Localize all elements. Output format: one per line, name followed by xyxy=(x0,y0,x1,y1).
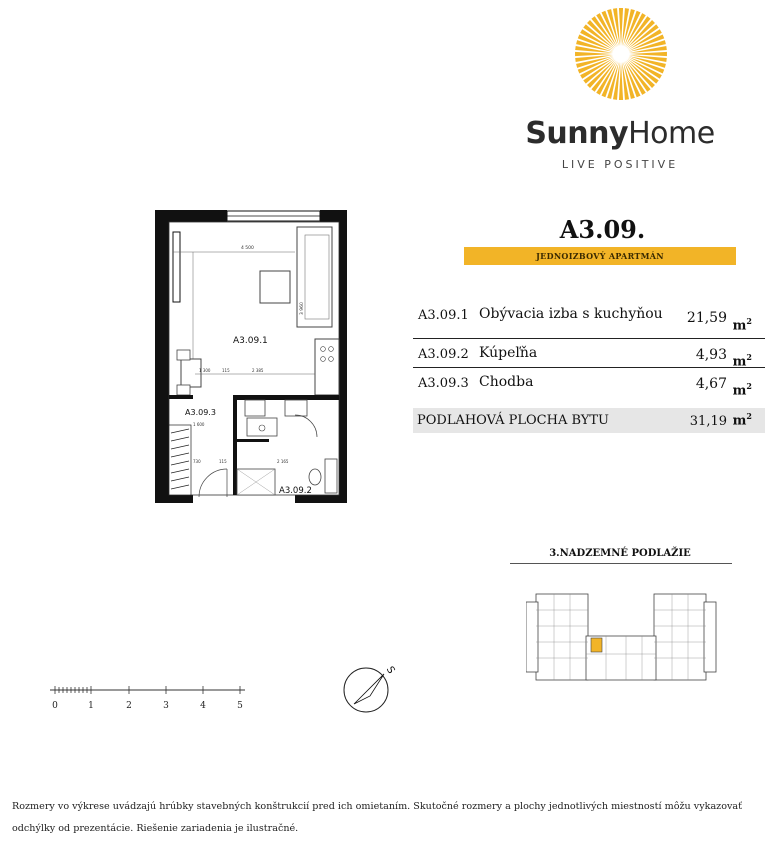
building-key-plan xyxy=(526,592,726,687)
highlighted-apartment xyxy=(591,638,602,652)
plan-dimension: 115 xyxy=(219,459,227,464)
scale-tick-label: 3 xyxy=(163,701,169,711)
wall-left xyxy=(155,210,169,503)
sun-ray xyxy=(619,8,623,46)
plan-dimension: 730 xyxy=(193,459,201,464)
room-table xyxy=(413,300,765,399)
room-area: 21,59 xyxy=(686,310,727,326)
window-left xyxy=(173,232,180,302)
room-code: A3.09.2 xyxy=(418,347,469,362)
wall-top-left xyxy=(155,210,227,222)
apartment-type-banner: JEDNOIZBOVÝ APARTMÁN xyxy=(464,247,736,265)
toilet xyxy=(309,469,321,485)
scale-bar xyxy=(45,682,255,712)
sun-ray xyxy=(627,60,655,88)
room-area: 4,67 xyxy=(695,376,727,392)
brand-tagline: LIVE POSITIVE xyxy=(561,158,679,171)
room-name: Chodba xyxy=(479,374,534,390)
apartment-code: A3.09. xyxy=(559,215,646,244)
brand-name-regular: Home xyxy=(628,116,715,151)
room-area-unit: $m^2$ xyxy=(732,352,752,370)
room-name: Obývacia izba s kuchyňou xyxy=(479,306,663,322)
plan-room-label: A3.09.1 xyxy=(233,336,268,346)
sun-ray xyxy=(629,52,667,56)
plan-room-label: A3.09.3 xyxy=(185,408,216,417)
dining-table xyxy=(181,359,201,387)
floor-label: 3.NADZEMNÉ PODLAŽIE xyxy=(549,548,691,559)
room-row xyxy=(413,339,765,368)
scale-tick-label: 2 xyxy=(126,701,132,711)
sun-ray xyxy=(587,20,615,48)
scale-tick-label: 4 xyxy=(200,701,206,711)
disclaimer-text: Rozmery vo výkrese uvádzajú hrúbky stavebných konštrukcií pred ich omietaním. Skutočné rozmery a plochy jednotlivých miestností môžu vykazovať odchýlky od prezentácie. Riešenie zariadenia je ilustračné. xyxy=(12,801,742,834)
sun-ray xyxy=(575,52,613,56)
room-row xyxy=(413,368,765,399)
total-area-value: 31,19 xyxy=(689,414,727,429)
wall-bottom xyxy=(155,495,193,503)
scale-tick-label: 0 xyxy=(52,701,58,711)
wardrobe xyxy=(169,425,191,495)
total-area-label: PODLAHOVÁ PLOCHA BYTU xyxy=(417,413,610,428)
sun-logo-icon xyxy=(573,6,669,102)
room-area: 4,93 xyxy=(695,347,727,363)
total-area-row xyxy=(413,408,765,433)
wall-bottom-right xyxy=(295,495,347,503)
door-swing xyxy=(199,469,227,497)
sun-ray xyxy=(587,60,615,88)
plan-dimension: 2 165 xyxy=(277,459,289,464)
compass-letter: S xyxy=(383,664,397,676)
plan-room-label: A3.09.2 xyxy=(279,486,312,496)
washing-machine xyxy=(285,400,307,416)
wall-right xyxy=(339,210,347,503)
bathroom-sink xyxy=(247,418,277,436)
brand-logo xyxy=(520,6,720,181)
sun-ray xyxy=(619,62,623,100)
brand-name xyxy=(520,116,720,151)
room-row xyxy=(413,300,765,339)
coffee-table xyxy=(260,271,290,303)
plan-dimension: 1 300 xyxy=(199,368,211,373)
kitchen-counter xyxy=(315,339,339,395)
apartment-floor-plan xyxy=(155,207,350,507)
compass-icon xyxy=(340,660,404,720)
room-code: A3.09.3 xyxy=(418,376,469,391)
scale-tick-label: 5 xyxy=(237,701,243,711)
room-code: A3.09.1 xyxy=(418,308,469,323)
plan-dimension: 1 600 xyxy=(193,422,205,427)
plan-dimension: 2 385 xyxy=(252,368,264,373)
sun-ray xyxy=(627,20,655,48)
plan-dimension: 3 960 xyxy=(300,302,305,315)
door-swing xyxy=(295,415,317,437)
scale-tick-label: 1 xyxy=(88,701,94,711)
room-name: Kúpeľňa xyxy=(479,345,538,361)
plan-dimension: 115 xyxy=(222,368,230,373)
room-area-unit: $m^2$ xyxy=(732,381,752,399)
total-area-unit: $m^2$ xyxy=(732,411,752,429)
room-area-unit: $m^2$ xyxy=(732,316,752,334)
brand-name-bold: Sunny xyxy=(525,116,629,151)
plan-dimension: 4 500 xyxy=(241,246,254,251)
floor-label-divider xyxy=(510,563,732,564)
